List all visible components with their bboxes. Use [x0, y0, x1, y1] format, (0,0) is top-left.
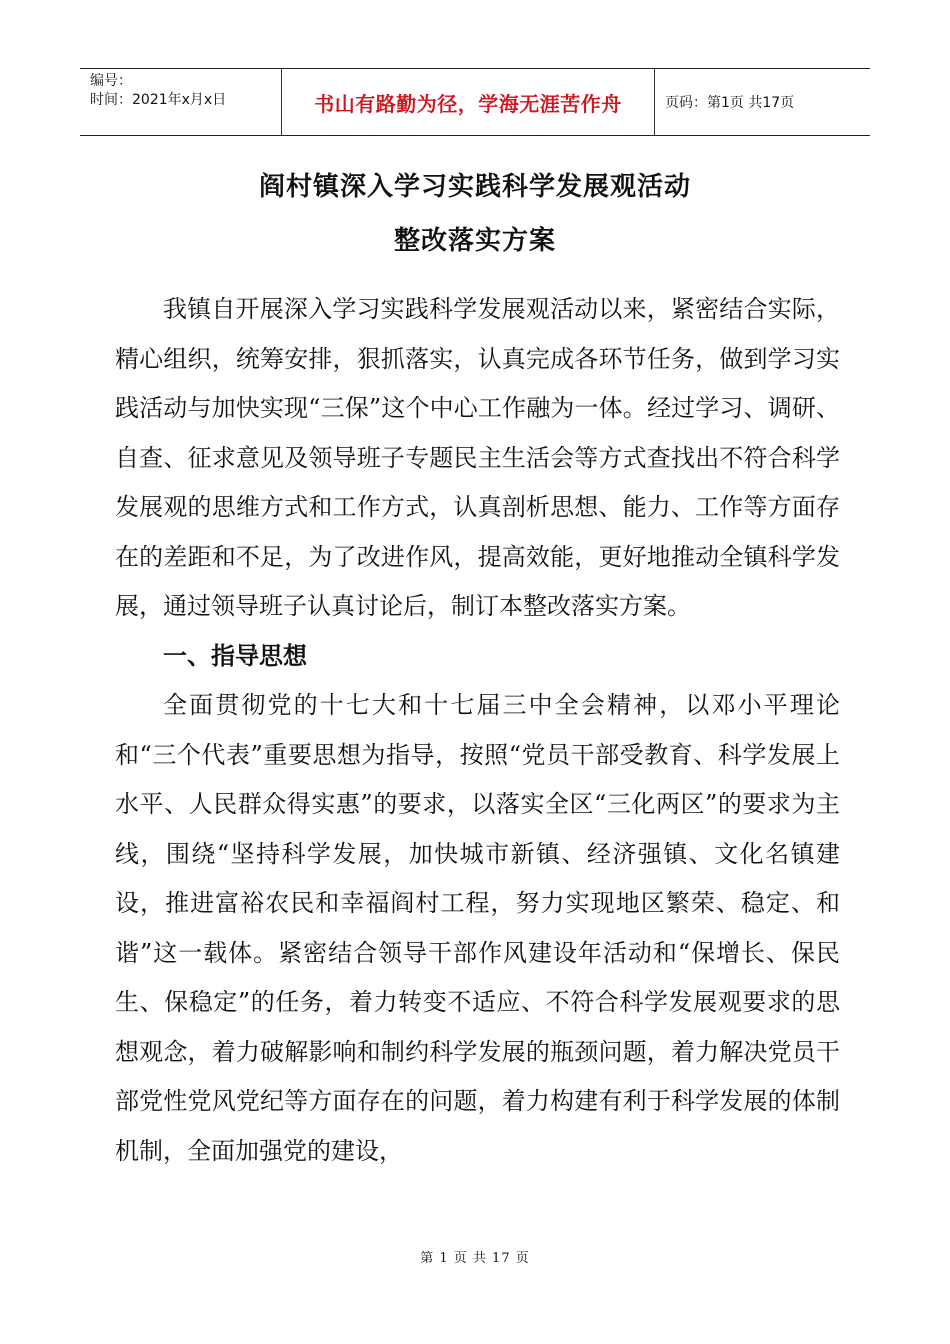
document-header: [80, 68, 870, 136]
section-paragraph: 全面贯彻党的十七大和十七届三中全会精神，以邓小平理论和“三个代表”重要思想为指导，按照“党员干部受教育、科学发展上水平、人民群众得实惠”的要求，以落实全区“三化两区”的要求为主线，围绕“坚持科学发展，加快城市新镇、经济强镇、文化名镇建设，推进富裕农民和幸福阎村工程，努力实现地区繁荣、稳定、和谐”这一载体。紧密结合领导干部作风建设年活动和“保增长、保民生、保稳定”的任务，着力转变不适应、不符合科学发展观要求的思想观念，着力破解影响和制约科学发展的瓶颈问题，着力解决党员干部党性党风党纪等方面存在的问题，着力构建有利于科学发展的体制机制，全面加强党的建设，: [115, 691, 840, 1165]
page-footer: 第 1 页 共 17 页: [420, 1251, 530, 1266]
header-motto: 书山有路勤为径，学海无涯苦作舟: [282, 69, 655, 135]
document-date-label: 时间：2021年x月x日: [90, 92, 227, 108]
intro-paragraph: 我镇自开展深入学习实践科学发展观活动以来，紧密结合实际，精心组织，统筹安排，狠抓落实，认真完成各环节任务，做到学习实践活动与加快实现“三保”这个中心工作融为一体。经过学习、调研、自查、征求意见及领导班子专题民主生活会等方式查找出不符合科学发展观的思维方式和工作方式，认真剖析思想、能力、工作等方面存在的差距和不足，为了改进作风，提高效能，更好地推动全镇科学发展，通过领导班子认真讨论后，制订本整改落实方案。: [115, 295, 840, 620]
section-heading: 一、指导思想: [163, 641, 307, 670]
document-body: [115, 285, 840, 1176]
document-title-line2: 整改落实方案: [393, 226, 556, 256]
document-title-line1: 阎村镇深入学习实践科学发展观活动: [258, 172, 691, 202]
document-number-label: 编号：: [90, 73, 132, 89]
header-page-info: 页码：第1页 共17页: [665, 95, 795, 111]
header-meta: [80, 69, 282, 135]
